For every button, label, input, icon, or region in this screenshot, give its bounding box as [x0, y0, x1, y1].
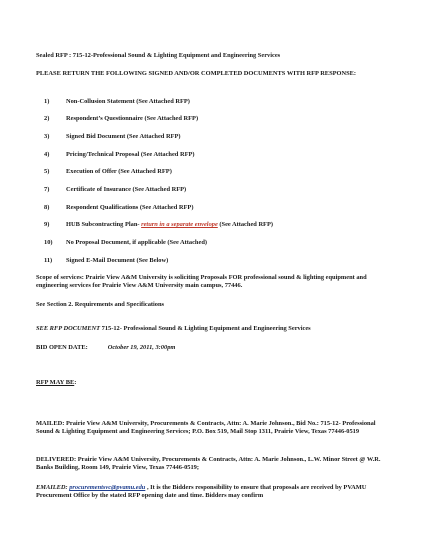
see-section: See Section 2. Requirements and Specifications — [36, 301, 165, 308]
list-item: 4) Pricing/Technical Proposal (See Attached RFP) — [44, 151, 195, 158]
separate-envelope-note: return in a separate envelope — [141, 221, 218, 228]
scope-of-services: Scope of services: Prairie View A&M University is soliciting Proposals FOR professional sound & lighting equipment and engineering services for Prairie View A&M University main campus, 77446. — [36, 274, 367, 289]
list-item-hub-plan: 9) HUB Subcontracting Plan- return in a separate envelope (See Attached RFP) — [44, 221, 273, 228]
list-item: 10) No Proposal Document, if applicable (See Attached) — [44, 239, 207, 246]
mailed-address: MAILED: Prairie View A&M University, Procurements & Contracts, Attn: A. Marie Johnson., Bid No.: 715-12- Professional Sound & Lighting Equipment and Engineering Services; P.O. Box 519, Mail Stop 1311, Prairie View, Texas 77446-0519 — [36, 420, 376, 435]
list-item: 3) Signed Bid Document (See Attached RFP) — [44, 133, 181, 140]
list-item: 8) Respondent Qualifications (See Attached RFP) — [44, 204, 194, 211]
see-rfp-document: SEE RFP DOCUMENT 715-12- Professional Sound & Lighting Equipment and Engineering Services — [36, 325, 311, 332]
rfp-may-be-heading: RFP MAY BE: — [36, 379, 77, 386]
document-title: Sealed RFP : 715-12-Professional Sound & Lighting Equipment and Engineering Services — [36, 52, 281, 59]
delivered-address: DELIVERED: Prairie View A&M University, Procurements & Contracts, Attn: A. Marie Johnson., L.W. Minor Street @ W.R. Banks Building, Room 149, Prairie View, Texas 77446-0519; — [36, 456, 381, 471]
list-item: 11) Signed E-Mail Document (See Below) — [44, 257, 169, 264]
list-item: 7) Certificate of Insurance (See Attached RFP) — [44, 186, 187, 193]
return-instructions: PLEASE RETURN THE FOLLOWING SIGNED AND/OR COMPLETED DOCUMENTS WITH RFP RESPONSE: — [36, 70, 357, 77]
list-item: 2) Respondent’s Questionnaire (See Attached RFP) — [44, 115, 199, 122]
emailed-instructions: EMAILED: procurementsvc@pvamu.edu , It is the Bidders responsibility to ensure that proposals are received by PVAMU Procurement Office by the stated RFP opening date and time. Bidders may confirm — [36, 484, 367, 499]
procurement-email-link[interactable]: procurementsvc@pvamu.edu — [69, 484, 146, 491]
list-item: 5) Execution of Offer (See Attached RFP) — [44, 168, 172, 175]
bid-open-date: BID OPEN DATE: October 19, 2011, 3:00pm — [36, 344, 176, 351]
list-item: 1) Non-Collusion Statement (See Attached RFP) — [44, 98, 190, 105]
